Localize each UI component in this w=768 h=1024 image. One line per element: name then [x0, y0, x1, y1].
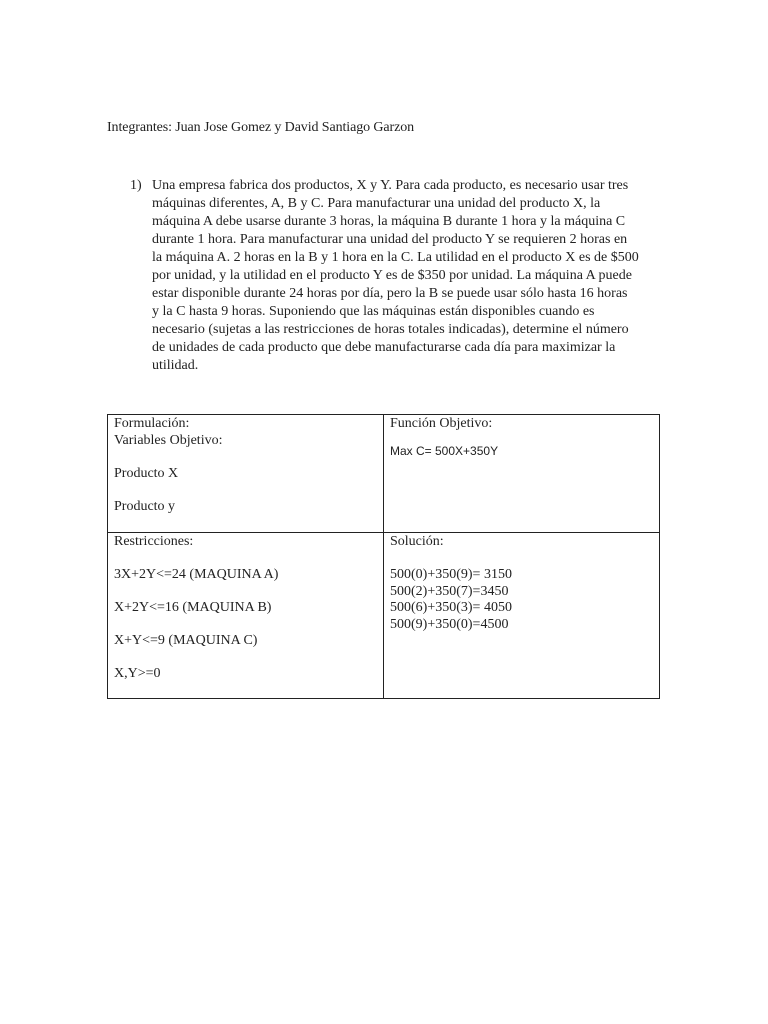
- solution-cell: [384, 533, 660, 699]
- variables-subtitle: Variables Objetivo:: [114, 432, 223, 448]
- constraint-item: X+2Y<=16 (MAQUINA B): [114, 600, 272, 615]
- variable-x: Producto X: [114, 465, 179, 481]
- problem-line: Una empresa fabrica dos productos, X y Y. Para cada producto, es necesario usar tres: [152, 178, 629, 193]
- variable-y: Producto y: [114, 498, 176, 514]
- solution-item: 500(2)+350(7)=3450: [390, 583, 509, 599]
- solution-item: 500(9)+350(0)=4500: [390, 616, 509, 632]
- table-row: [108, 415, 660, 533]
- constraint-item: 3X+2Y<=24 (MAQUINA A): [114, 567, 279, 582]
- formulation-title: Formulación:: [114, 416, 190, 431]
- problem-number: 1): [130, 178, 142, 193]
- problem-line: utilidad.: [152, 358, 199, 373]
- constraints-title: Restricciones:: [114, 534, 194, 549]
- constraint-item: X+Y<=9 (MAQUINA C): [114, 633, 258, 648]
- problem-line: de unidades de cada producto que debe manufacturarse cada día para maximizar la: [152, 340, 616, 355]
- problem-line: necesario (sujetas a las restricciones de horas totales indicadas), determine el número: [152, 322, 629, 337]
- problem-statement: [130, 177, 660, 375]
- solution-item: 500(0)+350(9)= 3150: [390, 567, 512, 582]
- problem-line: estar disponible durante 24 horas por día, pero la B se puede usar sólo hasta 16 horas: [152, 286, 628, 301]
- problem-line: máquinas diferentes, A, B y C. Para manufacturar una unidad del producto X, la: [152, 196, 601, 211]
- solution-item: 500(6)+350(3)= 4050: [390, 600, 512, 615]
- formulation-table: [107, 414, 660, 699]
- objective-title: Función Objetivo:: [390, 416, 493, 431]
- solution-title: Solución:: [390, 534, 444, 549]
- problem-line: la máquina A. 2 horas en la B y 1 hora en la C. La utilidad en el producto X es de $500: [152, 250, 639, 265]
- problem-line: por unidad, y la utilidad en el producto Y es de $350 por unidad. La máquina A puede: [152, 268, 632, 283]
- problem-line: durante 1 hora. Para manufacturar una unidad del producto Y se requieren 2 horas en: [152, 232, 628, 247]
- problem-text: [152, 177, 660, 375]
- table-row: [108, 533, 660, 699]
- problem-line: y la C hasta 9 horas. Suponiendo que las máquinas están disponibles cuando es: [152, 304, 595, 319]
- team-members-line: Integrantes: Juan Jose Gomez y David Santiago Garzon: [107, 120, 414, 135]
- constraint-item: X,Y>=0: [114, 666, 161, 681]
- objective-expression: Max C= 500X+350Y: [390, 443, 499, 458]
- formulation-cell: [108, 415, 384, 533]
- constraints-cell: [108, 533, 384, 699]
- problem-line: máquina A debe usarse durante 3 horas, la máquina B durante 1 hora y la máquina C: [152, 214, 626, 229]
- objective-cell: [384, 415, 660, 533]
